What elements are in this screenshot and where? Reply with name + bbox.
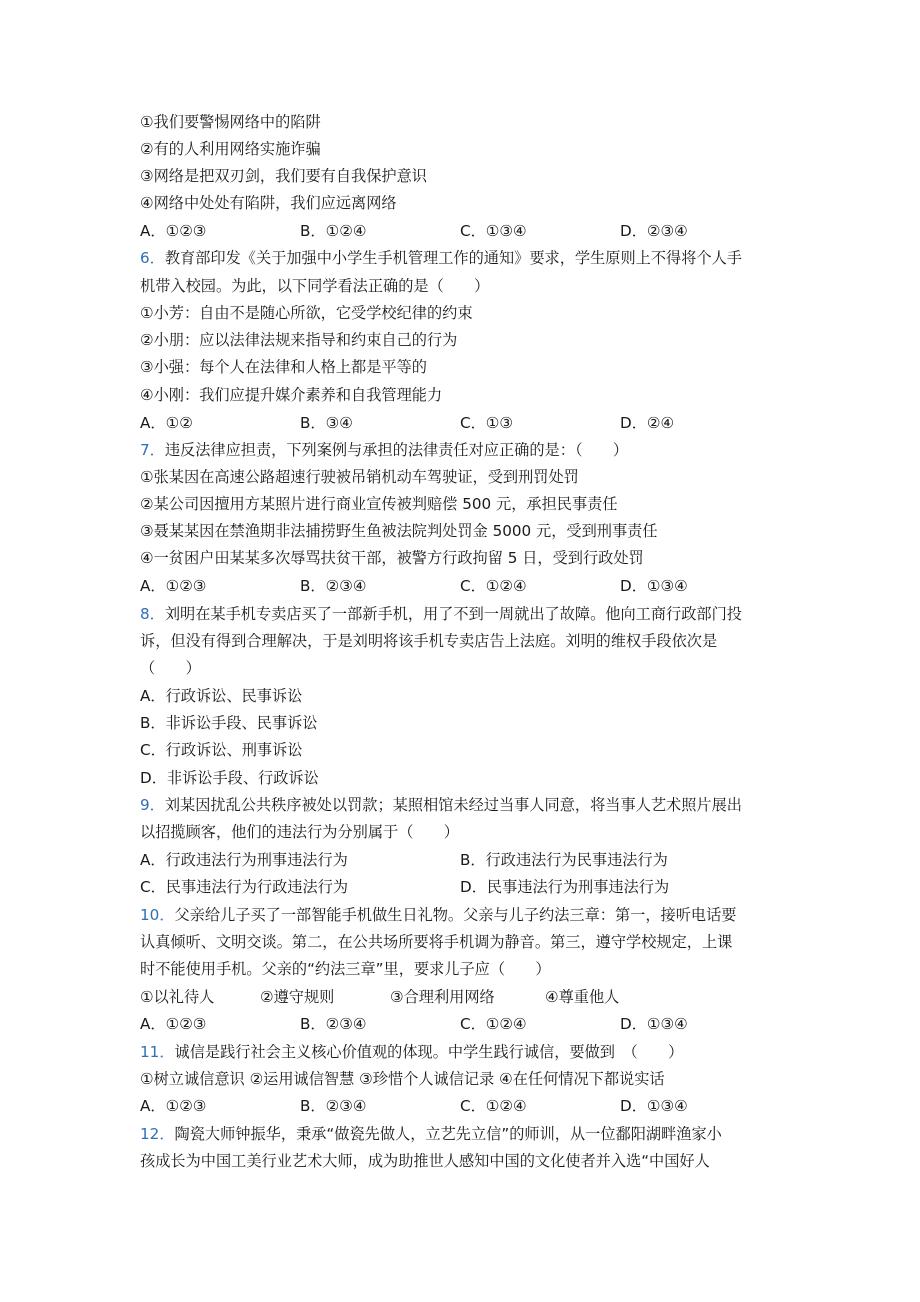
q7-option-b: B．②③④ (300, 577, 367, 595)
q8-number: 8． (140, 605, 165, 623)
q8-option-b: B．非诉讼手段、民事诉讼 (140, 714, 318, 732)
q7-statement-4: ④一贫困户田某某多次辱骂扶贫干部，被警方行政拘留 5 日，受到行政处罚 (140, 549, 644, 567)
q8-option-a: A．行政诉讼、民事诉讼 (140, 687, 303, 705)
q6-number: 6． (140, 249, 165, 267)
q7-option-a: A．①②③ (140, 577, 207, 595)
q11-option-d: D．①③④ (620, 1097, 688, 1115)
q9-option-c: C．民事违法行为行政违法行为 (140, 878, 349, 896)
q6-statement-2: ②小朋：应以法律法规来指导和约束自己的行为 (140, 331, 458, 349)
q10-option-b: B．②③④ (300, 1015, 367, 1033)
q8-stem-line-3: （ ） (140, 659, 201, 677)
q5-statement-2: ②有的人利用网络实施诈骗 (140, 140, 321, 158)
q7-option-c: C．①②④ (460, 577, 527, 595)
q6-option-b: B．③④ (300, 414, 353, 432)
q11-statements: ①树立诚信意识 ②运用诚信智慧 ③珍惜个人诚信记录 ④在任何情况下都说实话 (140, 1070, 665, 1088)
q6-statement-3: ③小强：每个人在法律和人格上都是平等的 (140, 358, 427, 376)
q7-option-d: D．①③④ (620, 577, 688, 595)
q7-number: 7． (140, 441, 165, 459)
q5-option-c: C．①③④ (460, 222, 527, 240)
q9-option-b: B．行政违法行为民事违法行为 (460, 851, 668, 869)
q10-stem-line-2: 认真倾听、文明交谈。第二，在公共场所要将手机调为静音。第三，遵守学校规定，上课 (140, 933, 733, 951)
q10-option-c: C．①②④ (460, 1015, 527, 1033)
q6-statement-1: ①小芳：自由不是随心所欲，它受学校纪律的约束 (140, 304, 473, 322)
q7-statement-2: ②某公司因擅用方某照片进行商业宣传被判赔偿 500 元，承担民事责任 (140, 495, 618, 513)
q11-option-b: B．②③④ (300, 1097, 367, 1115)
q7-stem-line-1: 7．违反法律应担责，下列案例与承担的法律责任对应正确的是：（ ） (140, 441, 629, 459)
q10-statement-4: ④尊重他人 (545, 988, 620, 1006)
q5-option-d: D．②③④ (620, 222, 688, 240)
q10-option-a: A．①②③ (140, 1015, 207, 1033)
q10-stem-line-1: 10．父亲给儿子买了一部智能手机做生日礼物。父亲与儿子约法三章：第一，接听电话要 (140, 906, 737, 924)
q6-option-a: A．①② (140, 414, 193, 432)
q6-stem-line-2: 机带入校园。为此，以下同学看法正确的是（ ） (140, 277, 490, 295)
q9-stem-line-2: 以招揽顾客，他们的违法行为分别属于（ ） (140, 823, 459, 841)
q9-option-d: D．民事违法行为刑事违法行为 (460, 878, 670, 896)
q12-stem-line-2: 孩成长为中国工美行业艺术大师，成为助推世人感知中国的文化使者并入选“中国好人 (140, 1152, 710, 1170)
q9-stem-line-1: 9．刘某因扰乱公共秩序被处以罚款；某照相馆未经过当事人同意，将当事人艺术照片展出 (140, 796, 742, 814)
q11-option-c: C．①②④ (460, 1097, 527, 1115)
q11-number: 11． (140, 1043, 175, 1061)
q8-stem-line-1: 8．刘明在某手机专卖店买了一部新手机，用了不到一周就出了故障。他向工商行政部门投 (140, 605, 742, 623)
q11-option-a: A．①②③ (140, 1097, 207, 1115)
q8-option-d: D．非诉讼手段、行政诉讼 (140, 769, 319, 787)
q5-statement-4: ④网络中处处有陷阱，我们应远离网络 (140, 194, 397, 212)
q9-option-a: A．行政违法行为刑事违法行为 (140, 851, 348, 869)
q10-number: 10． (140, 906, 175, 924)
q7-statement-1: ①张某因在高速公路超速行驶被吊销机动车驾驶证，受到刑罚处罚 (140, 468, 579, 486)
q8-option-c: C．行政诉讼、刑事诉讼 (140, 741, 303, 759)
q10-stem-line-3: 时不能使用手机。父亲的“约法三章”里，要求儿子应（ ） (140, 960, 551, 978)
q7-statement-3: ③聂某某因在禁渔期非法捕捞野生鱼被法院判处罚金 5000 元，受到刑事责任 (140, 522, 658, 540)
q11-stem-line-1: 11．诚信是践行社会主义核心价值观的体现。中学生践行诚信，要做到 （ ） (140, 1043, 684, 1061)
q5-option-b: B．①②④ (300, 222, 367, 240)
q8-stem-line-2: 诉，但没有得到合理解决，于是刘明将该手机专卖店告上法庭。刘明的维权手段依次是 (140, 632, 718, 650)
q9-number: 9． (140, 796, 165, 814)
q6-stem-line-1: 6．教育部印发《关于加强中小学生手机管理工作的通知》要求，学生原则上不得将个人手 (140, 249, 742, 267)
q12-number: 12． (140, 1125, 175, 1143)
q6-option-d: D．②④ (620, 414, 675, 432)
q10-option-d: D．①③④ (620, 1015, 688, 1033)
q5-statement-3: ③网络是把双刃剑，我们要有自我保护意识 (140, 167, 427, 185)
q6-statement-4: ④小刚：我们应提升媒介素养和自我管理能力 (140, 386, 443, 404)
q10-statement-1: ①以礼待人 (140, 988, 215, 1006)
q5-option-a: A．①②③ (140, 222, 207, 240)
q12-stem-line-1: 12．陶瓷大师钟振华，秉承“做瓷先做人，立艺先立信”的师训，从一位鄱阳湖畔渔家小 (140, 1125, 722, 1143)
q5-statement-1: ①我们要警惕网络中的陷阱 (140, 113, 321, 131)
q6-option-c: C．①③ (460, 414, 514, 432)
q10-statement-2: ②遵守规则 (260, 988, 335, 1006)
q10-statement-3: ③合理利用网络 (390, 988, 495, 1006)
